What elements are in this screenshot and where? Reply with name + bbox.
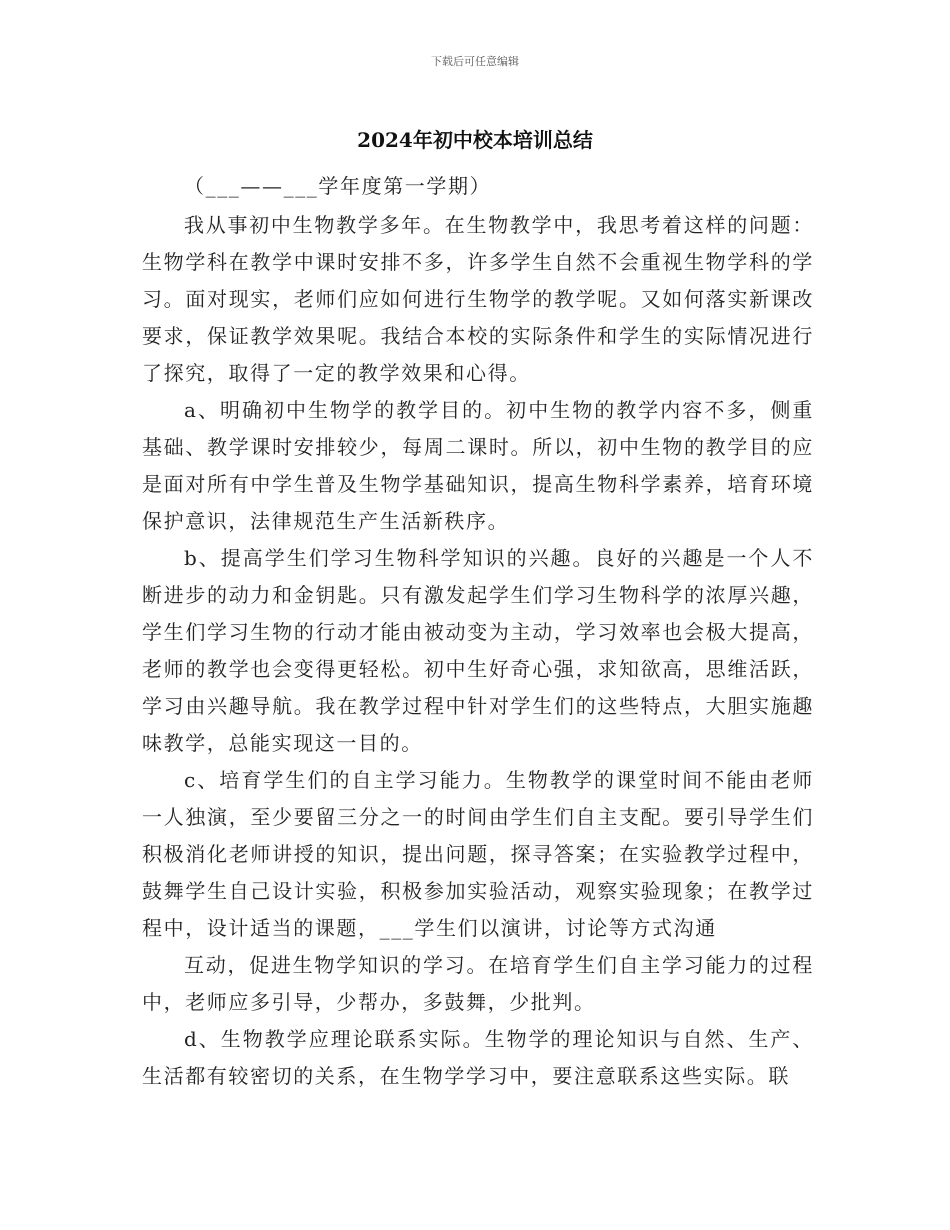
document-body	[142, 168, 814, 1095]
document-title: 2024年初中校本培训总结	[357, 128, 593, 152]
header-note: 下载后可任意编辑	[431, 55, 519, 68]
term-subtitle: （___——___学年度第一学期）	[184, 174, 492, 198]
paragraph-b: b、提高学生们学习生物科学知识的兴趣。良好的兴趣是一个人不断进步的动力和金钥匙。只有激发起学生们学习生物科学的浓厚兴趣，学生们学习生物的行动才能由被动变为主动，学习效率也会极大提高，老师的教学也会变得更轻松。初中生好奇心强，求知欲高，思维活跃，学习由兴趣导航。我在教学过程中针对学生们的这些特点，大胆实施趣味教学，总能实现这一目的。	[142, 546, 814, 755]
paragraph-c-continued: 互动，促进生物学知识的学习。在培育学生们自主学习能力的过程中，老师应多引导，少帮办，多鼓舞，少批判。	[142, 953, 814, 1014]
paragraph-a: a、明确初中生物学的教学目的。初中生物的教学内容不多，侧重基础、教学课时安排较少，每周二课时。所以，初中生物的教学目的应是面对所有中学生普及生物学基础知识，提高生物科学素养，培育环境保护意识，法律规范生产生活新秩序。	[142, 398, 814, 533]
paragraph-d: d、生物教学应理论联系实际。生物学的理论知识与自然、生产、生活都有较密切的关系，在生物学学习中，要注意联系这些实际。联	[142, 1027, 814, 1088]
paragraph-c: c、培育学生们的自主学习能力。生物教学的课堂时间不能由老师一人独演，至少要留三分之一的时间由学生们自主支配。要引导学生们积极消化老师讲授的知识，提出问题，探寻答案；在实验教学过程中，鼓舞学生自己设计实验，积极参加实验活动，观察实验现象；在教学过程中，设计适当的课题，___学生们以演讲，讨论等方式沟通	[142, 768, 814, 940]
paragraph-intro: 我从事初中生物教学多年。在生物教学中，我思考着这样的问题：生物学科在教学中课时安排不多，许多学生自然不会重视生物学科的学习。面对现实，老师们应如何进行生物学的教学呢。又如何落实新课改要求，保证教学效果呢。我结合本校的实际条件和学生的实际情况进行了探究，取得了一定的教学效果和心得。	[142, 213, 814, 385]
